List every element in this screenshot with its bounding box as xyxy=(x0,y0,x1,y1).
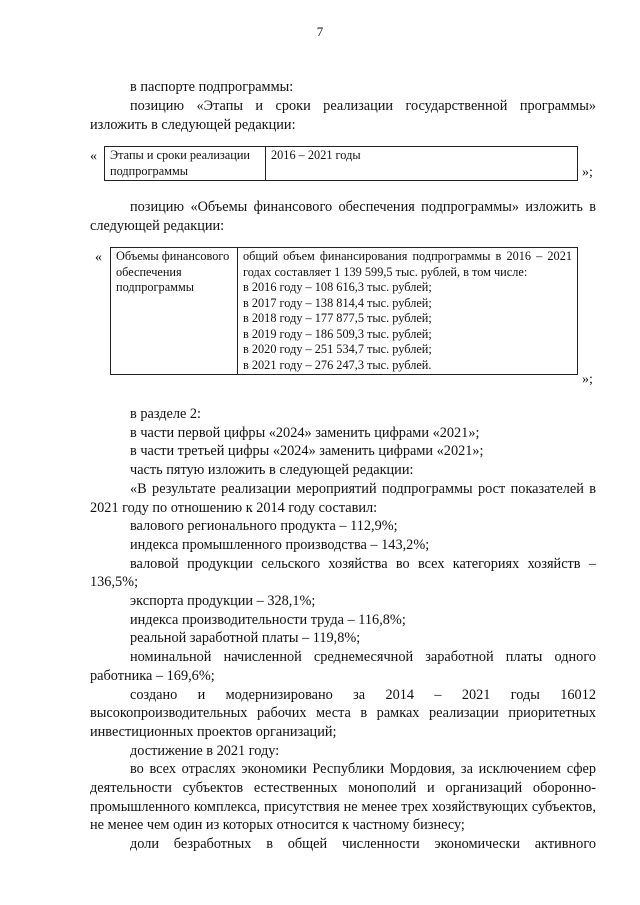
finance-intro: общий объем финансирования подпрограммы в 2016 – 2021 годах составляет 1 139 599,5 тыс. рублей, в том числе: xyxy=(243,249,572,279)
intro-block xyxy=(90,78,596,135)
nominal-wage-line: номинальной начисленной среднемесячной заработной платы одного работника – 169,6%; xyxy=(90,649,596,684)
page-number: 7 xyxy=(316,24,324,39)
finance-year-2020: в 2020 году – 251 534,7 тыс. рублей; xyxy=(243,342,432,356)
finance-year-2017: в 2017 году – 138 814,4 тыс. рублей; xyxy=(243,295,432,310)
table2-close-quote: »; xyxy=(582,372,593,387)
sectors-line: во всех отраслях экономики Республики Мордовия, за исключением сфер деятельности субъектов естественных монополий и организаций оборонно-промышленного комплекса, присутствия не менее трех хозяйствующих субъектов, не менее чем один из которых относится к частному бизнесу; xyxy=(90,761,596,834)
finance-paragraph xyxy=(90,198,596,236)
section2-item1: в части первой цифры «2024» заменить цифрами «2021»; xyxy=(130,424,480,441)
achievement-line: достижение в 2021 году: xyxy=(130,742,280,759)
finance-year-2016: в 2016 году – 108 616,3 тыс. рублей; xyxy=(243,280,432,294)
unemployed-line: доли безработных в общей численности экономически активного xyxy=(130,836,596,853)
finance-year-2021: в 2021 году – 276 247,3 тыс. рублей. xyxy=(243,357,432,372)
section2-block xyxy=(90,405,596,854)
agri-line: валовой продукции сельского хозяйства во всех категориях хозяйств – 136,5%; xyxy=(90,555,596,591)
finance-year-2018: в 2018 году – 177 877,5 тыс. рублей; xyxy=(243,311,432,325)
stages-value: 2016 – 2021 годы xyxy=(266,147,578,181)
finance-label: Объемы финансового обеспечения подпрограммы xyxy=(111,248,238,375)
table2-open-quote: « xyxy=(95,250,102,265)
section2-heading: в разделе 2: xyxy=(130,406,202,422)
finance-year-2019: в 2019 году – 186 509,3 тыс. рублей; xyxy=(243,326,432,341)
productivity-line: индекса производительности труда – 116,8%; xyxy=(130,611,406,628)
section2-item3: часть пятую изложить в следующей редакции: xyxy=(130,462,414,479)
stages-label: Этапы и сроки реализации подпрограммы xyxy=(105,147,266,181)
finance-value xyxy=(238,248,578,375)
result-intro: «В результате реализации мероприятий подпрограммы рост показателей в 2021 году по отношению к 2014 году составил: xyxy=(90,480,596,516)
table1-open-quote: « xyxy=(90,149,97,164)
stages-table xyxy=(104,146,578,181)
section2-item2: в части третьей цифры «2024» заменить цифрами «2021»; xyxy=(130,443,484,460)
intro-line2: позицию «Этапы и сроки реализации государственной программы» изложить в следующей редакции: xyxy=(90,98,596,133)
finance-table xyxy=(110,247,578,375)
industrial-line: индекса промышленного производства – 143,2%; xyxy=(130,536,430,553)
export-line: экспорта продукции – 328,1%; xyxy=(130,593,316,610)
grp-line: валового регионального продукта – 112,9%; xyxy=(130,518,398,535)
jobs-line: создано и модернизировано за 2014 – 2021 годы 16012 высокопроизводительных рабочих места в рамках реализации приоритетных инвестиционных проектов организаций; xyxy=(90,686,596,740)
finance-text: позицию «Объемы финансового обеспечения подпрограммы» изложить в следующей редакции: xyxy=(90,199,596,234)
intro-line1: в паспорте подпрограммы: xyxy=(130,79,294,95)
real-wage-line: реальной заработной платы – 119,8%; xyxy=(130,630,361,647)
table1-close-quote: »; xyxy=(582,165,593,180)
